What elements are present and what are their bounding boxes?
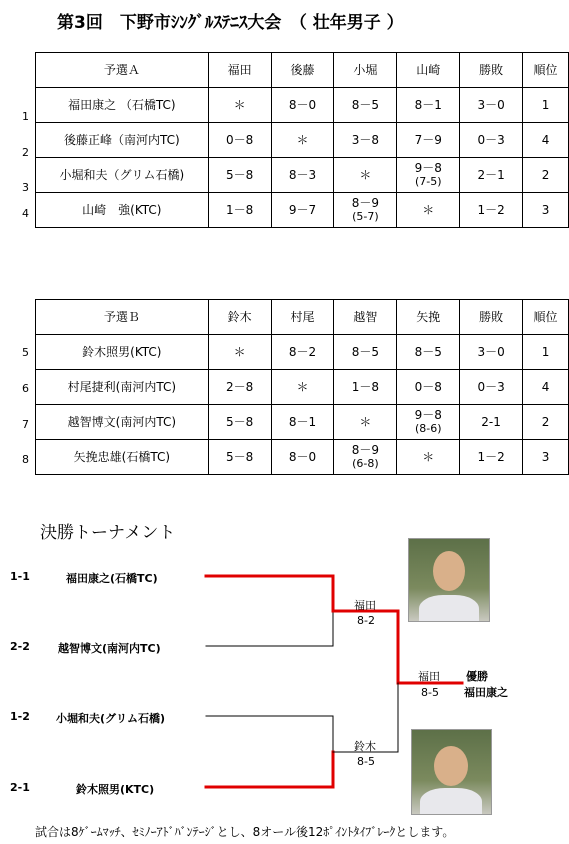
- bracket-line-winner: [206, 576, 333, 611]
- rank: 1: [523, 88, 569, 123]
- match-result: 5－8: [208, 440, 271, 475]
- match-result: 9－7: [271, 193, 334, 228]
- match-result: ＊: [208, 88, 271, 123]
- win-loss: 0－3: [460, 123, 523, 158]
- rank: 2: [523, 405, 569, 440]
- row-number: 5: [22, 346, 29, 359]
- bracket-line-winner: [206, 752, 333, 787]
- tiebreak-score: (6-8): [352, 457, 379, 470]
- match-result: 8－0: [271, 440, 334, 475]
- column-header: 順位: [523, 53, 569, 88]
- match-result: 8－5: [334, 88, 397, 123]
- entrant-name: 越智博文(南河内TC): [58, 642, 161, 655]
- champion-photo: [408, 538, 490, 622]
- score: 9－8: [414, 161, 442, 175]
- player-name: 山崎 強(KTC): [36, 193, 209, 228]
- player-name: 越智博文(南河内TC): [36, 405, 209, 440]
- score: 9－8: [414, 408, 442, 422]
- tournament-title: 決勝トーナメント: [40, 523, 176, 543]
- match-result: 8－5: [334, 335, 397, 370]
- photo-body: [419, 595, 479, 622]
- entrant-name: 鈴木照男(KTC): [76, 783, 155, 796]
- column-header: 勝敗: [460, 300, 523, 335]
- win-loss: 3－0: [460, 88, 523, 123]
- match-result: ＊: [271, 370, 334, 405]
- seed-label: 1-1: [10, 570, 30, 583]
- match-result: 8－5: [397, 335, 460, 370]
- final-score: 8-5: [421, 686, 439, 699]
- match-result: 3－8: [334, 123, 397, 158]
- entrant-name: 小堀和夫(グリム石橋): [56, 712, 166, 725]
- match-result: 0－8: [397, 370, 460, 405]
- rules-note: 試合は8ｹﾞｰﾑﾏｯﾁ、ｾﾐﾉｰｱﾄﾞﾊﾞﾝﾃｰｼﾞとし、8オール後12ﾎﾟｲﾝﾄﾀｲﾌﾞﾚｰｸとします。: [35, 825, 455, 839]
- column-header: 福田: [208, 53, 271, 88]
- match-result: 2－8: [208, 370, 271, 405]
- semifinal-winner: 福田: [354, 599, 376, 612]
- column-header: 山崎: [397, 53, 460, 88]
- photo-head: [434, 746, 468, 786]
- player-name: 村尾捷利(南河内TC): [36, 370, 209, 405]
- column-header: 小堀: [334, 53, 397, 88]
- win-loss: 2-1: [460, 405, 523, 440]
- player-name: 小堀和夫（グリム石橋): [36, 158, 209, 193]
- runner-up-photo: [411, 729, 492, 815]
- match-result: ＊: [208, 335, 271, 370]
- row-number: 2: [22, 146, 29, 159]
- win-loss: 0－3: [460, 370, 523, 405]
- match-result: 5－8: [208, 405, 271, 440]
- column-header: 越智: [334, 300, 397, 335]
- photo-body: [420, 788, 482, 815]
- row-number: 6: [22, 382, 29, 395]
- score: 8－9: [351, 443, 379, 457]
- group-label: 予選Ａ: [36, 53, 209, 88]
- match-result: ＊: [271, 123, 334, 158]
- bracket-line: [206, 611, 333, 646]
- rank: 1: [523, 335, 569, 370]
- match-result: 8－2: [271, 335, 334, 370]
- champion-name: 福田康之: [464, 686, 508, 699]
- semifinal-score: 8-2: [357, 614, 375, 627]
- seed-label: 2-1: [10, 781, 30, 794]
- entrant-name: 福田康之(石橋TC): [66, 572, 158, 585]
- column-header: 鈴木: [208, 300, 271, 335]
- row-number: 4: [22, 207, 29, 220]
- match-result: ＊: [334, 405, 397, 440]
- player-name: 福田康之 （石橋TC): [36, 88, 209, 123]
- column-header: 順位: [523, 300, 569, 335]
- semifinal-score: 8-5: [357, 755, 375, 768]
- row-number: 7: [22, 418, 29, 431]
- score: 8－9: [351, 196, 379, 210]
- match-result: 1－8: [334, 370, 397, 405]
- player-name: 後藤正峰（南河内TC): [36, 123, 209, 158]
- column-header: 村尾: [271, 300, 334, 335]
- match-result: 7－9: [397, 123, 460, 158]
- match-result: ＊: [397, 440, 460, 475]
- tiebreak-score: (8-6): [414, 422, 442, 435]
- photo-head: [433, 551, 465, 591]
- row-number: 8: [22, 453, 29, 466]
- win-loss: 1－2: [460, 440, 523, 475]
- tiebreak-score: (7-5): [414, 175, 442, 188]
- rank: 2: [523, 158, 569, 193]
- rank: 4: [523, 123, 569, 158]
- match-result: 5－8: [208, 158, 271, 193]
- seed-label: 1-2: [10, 710, 30, 723]
- win-loss: 3－0: [460, 335, 523, 370]
- rank: 4: [523, 370, 569, 405]
- match-result: 8－3: [271, 158, 334, 193]
- win-loss: 1－2: [460, 193, 523, 228]
- match-result: 0－8: [208, 123, 271, 158]
- match-result: ＊: [397, 193, 460, 228]
- group-label: 予選Ｂ: [36, 300, 209, 335]
- tiebreak-score: (5-7): [352, 210, 379, 223]
- rank: 3: [523, 193, 569, 228]
- bracket-line: [206, 716, 333, 752]
- player-name: 矢挽忠雄(石橋TC): [36, 440, 209, 475]
- final-winner: 福田: [418, 670, 440, 683]
- page-title: 第3回 下野市ｼﾝｸﾞﾙｽﾃﾆｽ大会 （ 壮年男子 ）: [57, 13, 404, 33]
- row-number: 1: [22, 110, 29, 123]
- column-header: 矢挽: [397, 300, 460, 335]
- column-header: 勝敗: [460, 53, 523, 88]
- rank: 3: [523, 440, 569, 475]
- champion-label: 優勝: [466, 670, 488, 683]
- match-result: 8－1: [397, 88, 460, 123]
- match-result: ＊: [334, 158, 397, 193]
- seed-label: 2-2: [10, 640, 30, 653]
- match-result: 8－1: [271, 405, 334, 440]
- player-name: 鈴木照男(KTC): [36, 335, 209, 370]
- row-number: 3: [22, 181, 29, 194]
- match-result: 8－0: [271, 88, 334, 123]
- semifinal-winner: 鈴木: [354, 740, 376, 753]
- column-header: 後藤: [271, 53, 334, 88]
- match-result: 1－8: [208, 193, 271, 228]
- win-loss: 2－1: [460, 158, 523, 193]
